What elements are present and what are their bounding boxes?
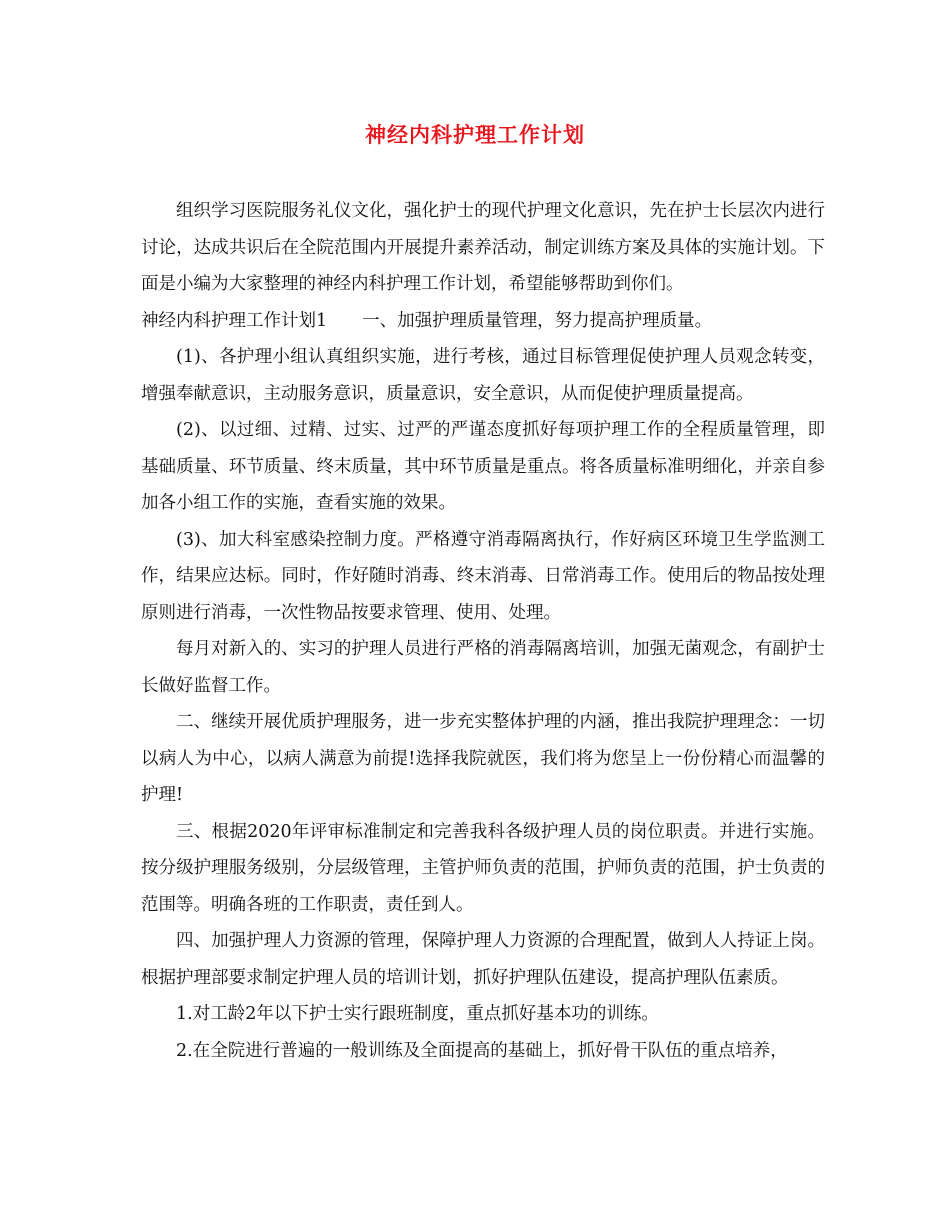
paragraph-section-3: 三、根据2020年评审标准制定和完善我科各级护理人员的岗位职责。并进行实施。按分级护理服务级别，分层级管理，主管护师负责的范围，护师负责的范围，护士负责的范围等。明确各班的工作职责，责任到人。 <box>141 821 825 915</box>
paragraph-plan-heading: 神经内科护理工作计划1 一、加强护理质量管理，努力提高护理质量。 <box>141 310 713 331</box>
paragraph-list-1: 1.对工龄2年以下护士实行跟班制度，重点抓好基本功的训练。 <box>176 1004 659 1024</box>
paragraph-item-1: (1)、各护理小组认真组织实施，进行考核，通过目标管理促使护理人员观念转变，增强奉献意识，主动服务意识，质量意识，安全意识，从而促使护理质量提高。 <box>141 347 825 404</box>
paragraph-section-2: 二、继续开展优质护理服务，进一步充实整体护理的内涵，推出我院护理理念：一切以病人为中心，以病人满意为前提!选择我院就医，我们将为您呈上一份份精心而温馨的护理! <box>141 712 825 805</box>
paragraph-intro: 组织学习医院服务礼仪文化，强化护士的现代护理文化意识，先在护士长层次内进行讨论，达成共识后在全院范围内开展提升素养活动，制定训练方案及具体的实施计划。下面是小编为大家整理的神经内科护理工作计划，希望能够帮助到你们。 <box>141 201 825 294</box>
paragraph-section-4: 四、加强护理人力资源的管理，保障护理人力资源的合理配置，做到人人持证上岗。根据护理部要求制定护理人员的培训计划，抓好护理队伍建设，提高护理队伍素质。 <box>141 931 825 988</box>
paragraph-item-2: (2)、以过细、过精、过实、过严的严谨态度抓好每项护理工作的全程质量管理，即基础质量、环节质量、终末质量，其中环节质量是重点。将各质量标准明细化，并亲自参加各小组工作的实施，查看实施的效果。 <box>141 420 825 513</box>
paragraph-item-3: (3)、加大科室感染控制力度。严格遵守消毒隔离执行，作好病区环境卫生学监测工作，结果应达标。同时，作好随时消毒、终末消毒、日常消毒工作。使用后的物品按处理原则进行消毒，一次性物品按要求管理、使用、处理。 <box>141 529 825 623</box>
paragraph-list-2: 2.在全院进行普遍的一般训练及全面提高的基础上，抓好骨干队伍的重点培养， <box>176 1040 788 1061</box>
paragraph-monthly-training: 每月对新入的、实习的护理人员进行严格的消毒隔离培训，加强无菌观念，有副护士长做好监督工作。 <box>141 639 825 696</box>
document-title: 神经内科护理工作计划 <box>365 123 585 147</box>
document-body <box>141 193 825 1069</box>
